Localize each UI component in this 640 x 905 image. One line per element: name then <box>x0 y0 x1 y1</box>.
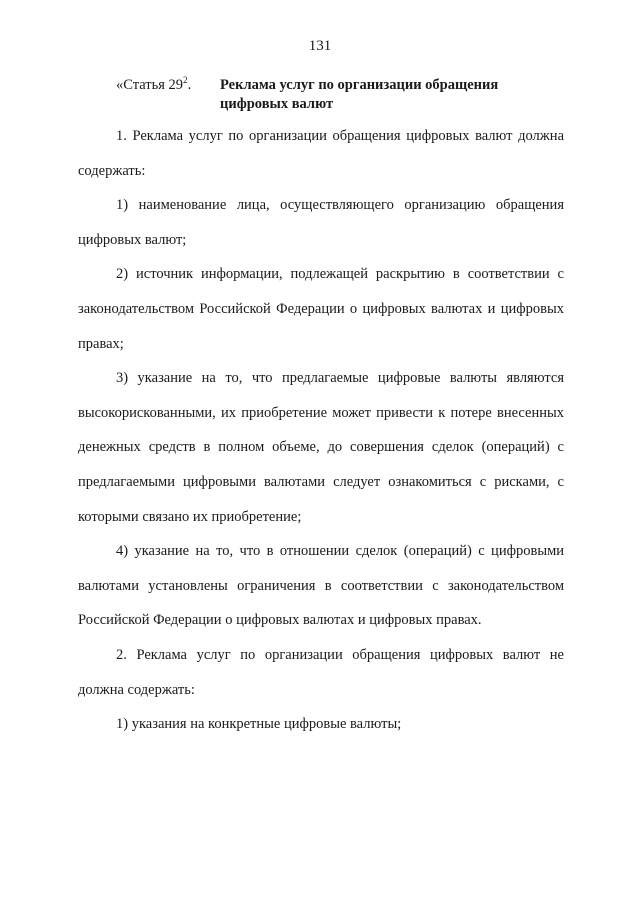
paragraph-6: 2. Реклама услуг по организации обращения цифровых валют не должна содержать: <box>78 646 564 698</box>
article-prefix-suffix: . <box>187 77 192 93</box>
article-number <box>116 76 220 95</box>
paragraph-4: 3) указание на то, что предлагаемые цифровые валюты являются высокорискованными, их приобретение может привести к потере внесенных денежных средств в полном объеме, до совершения сделок (операций) с предлагаемыми цифровыми валютами следует ознакомиться с рисками, с которыми связано их приобретение; <box>78 370 564 525</box>
article-heading <box>116 76 576 114</box>
article-prefix: «Статья 29 <box>116 77 184 93</box>
article-superscript: 2 <box>183 75 188 86</box>
paragraph-7: 1) указания на конкретные цифровые валюты; <box>116 716 402 733</box>
paragraph-3: 2) источник информации, подлежащей раскрытию в соответствии с законодательством Российской Федерации о цифровых валютах и цифровых правах; <box>78 266 564 352</box>
paragraph-5: 4) указание на то, что в отношении сделок (операций) с цифровыми валютами установлены ограничения в соответствии с законодательством Российской Федерации о цифровых валютах и цифровых правах. <box>78 543 564 629</box>
article-title-line-2: цифровых валют <box>220 96 334 112</box>
paragraph-2: 1) наименование лица, осуществляющего организацию обращения цифровых валют; <box>78 197 564 248</box>
page-number: 131 <box>308 38 332 54</box>
article-heading-line-1 <box>116 76 576 95</box>
article-title-line-1: Реклама услуг по организации обращения <box>220 77 499 93</box>
paragraph-1: 1. Реклама услуг по организации обращения цифровых валют должна содержать: <box>78 128 564 179</box>
article-body <box>78 119 564 742</box>
